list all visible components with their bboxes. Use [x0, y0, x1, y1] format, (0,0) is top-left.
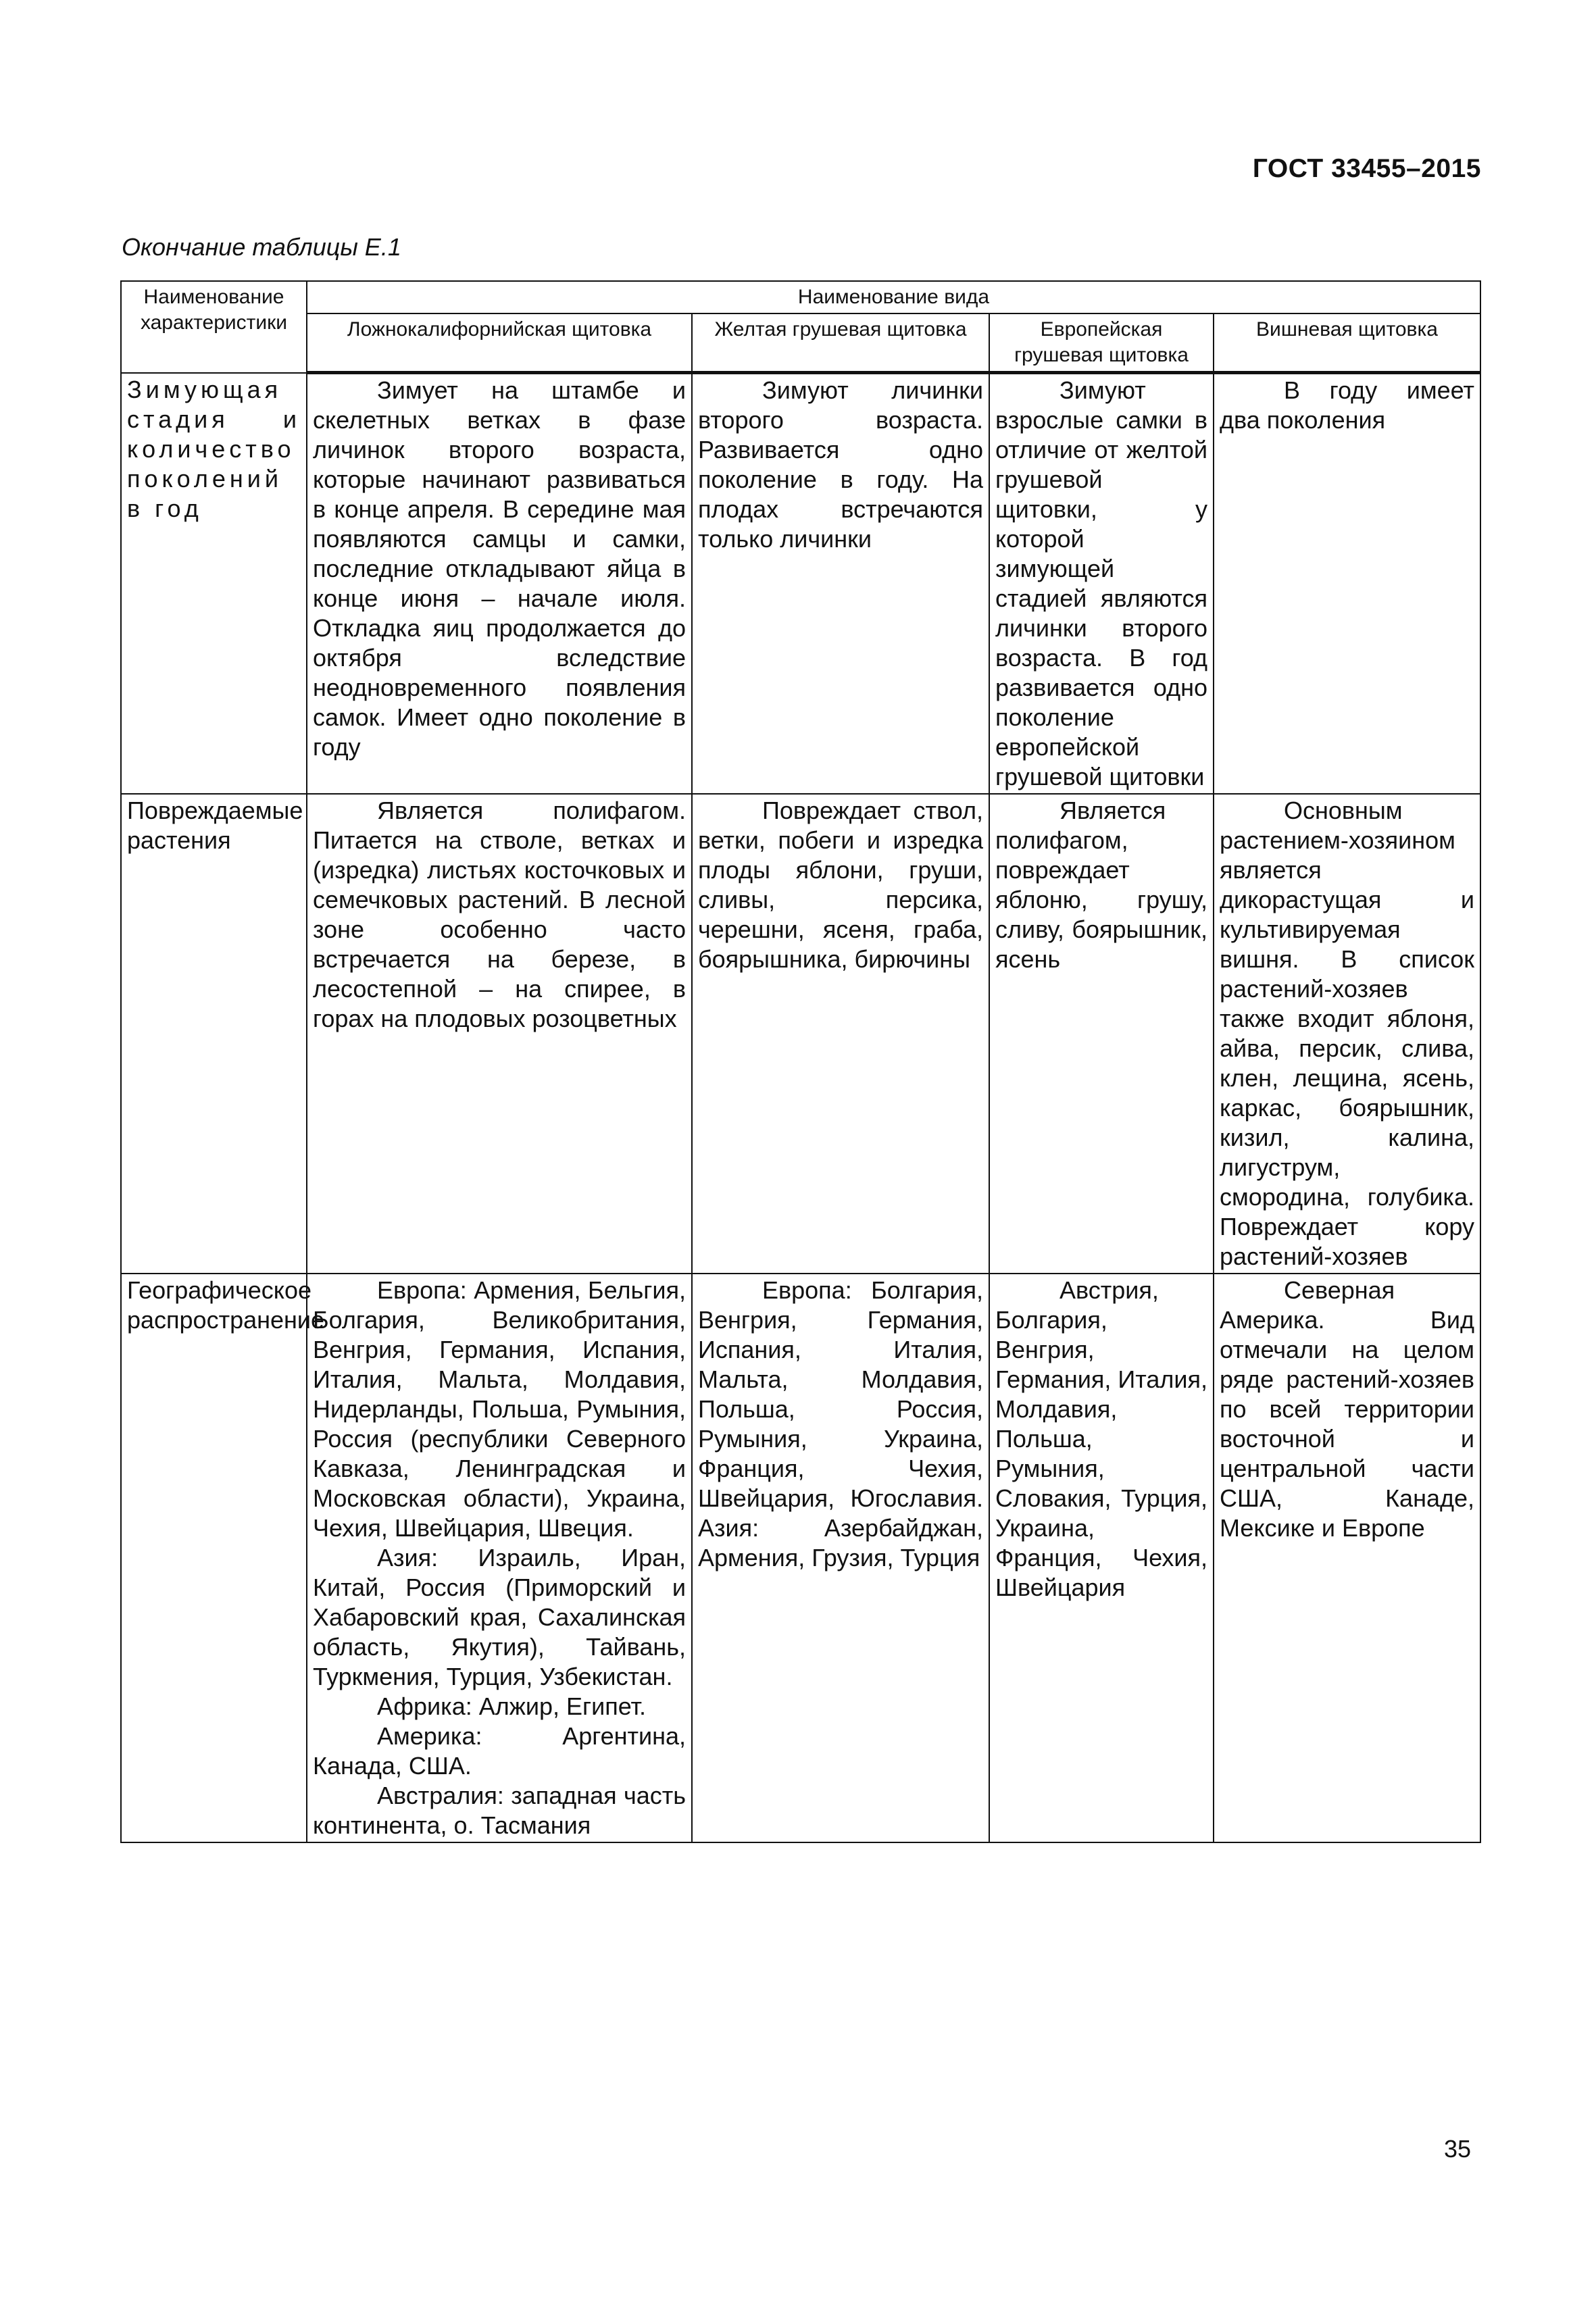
cell-paragraph: Повреждает ствол, ветки, побеги и изредка плоды яблони, груши, сливы, персика, черешни, ясеня, граба, боярышника, бирючины [698, 797, 983, 973]
species-table [120, 280, 1481, 1843]
characteristic-column-header: Наименование характеристики [121, 281, 307, 373]
cell-paragraph: Является полифагом. Питается на стволе, ветках и (изредка) листьях косточковых и семечковых растений. В лесной зоне особенно часто встречается на березе, в лесостепной – на спирее, в горах на плодовых розоцветных [313, 797, 686, 1032]
row-label [121, 1274, 325, 1842]
table-cell [692, 373, 989, 795]
species-header: Европейская грушевая щитовка [989, 313, 1214, 373]
table-caption: Окончание таблицы Е.1 [122, 233, 401, 261]
table-cell [989, 1274, 1214, 1842]
row-label-text: Географическое распространение [127, 1276, 325, 1334]
species-group-header: Наименование вида [307, 281, 1480, 313]
cell-paragraph: Австрия, Болгария, Венгрия, Германия, Италия, Молдавия, Польша, Румыния, Словакия, Турция, Украина, Франция, Чехия, Швейцария [995, 1276, 1207, 1601]
table-cell [1214, 1274, 1480, 1842]
species-header: Желтая грушевая щитовка [692, 313, 989, 373]
table-cell [1214, 373, 1480, 795]
cell-paragraph: Америка: Аргентина, Канада, США. [313, 1722, 686, 1780]
cell-paragraph: Европа: Болгария, Венгрия, Германия, Испания, Италия, Мальта, Молдавия, Польша, Россия, Румыния, Украина, Франция, Чехия, Швейцария, Югославия. Азия: Азербайджан, Армения, Грузия, Турция [698, 1276, 983, 1571]
species-header: Вишневая щитовка [1214, 313, 1480, 373]
table-cell [307, 1274, 692, 1842]
cell-paragraph: Северная Америка. Вид отмечали на целом ряде растений-хозяев по всей территории восточной и центральной части США, Канаде, Мексике и Европе [1220, 1276, 1474, 1542]
row-label-text: Зимующая стадия и количество поколений в год [127, 375, 301, 522]
table-cell [989, 373, 1214, 795]
table-row [121, 373, 1480, 795]
cell-paragraph: Зимуют личинки второго возраста. Развивается одно поколение в году. На плодах встречаются только личинки [698, 376, 983, 553]
table-cell [1214, 794, 1480, 1274]
page-number: 35 [1443, 2135, 1471, 2163]
cell-paragraph: Австралия: западная часть континента, о. Тасмания [313, 1782, 686, 1839]
row-label-text: Повреждаемые растения [127, 797, 303, 854]
row-label [121, 373, 307, 795]
cell-paragraph: Зимуют взрослые самки в отличие от желтой грушевой щитовки, у которой зимующей стадией являются личинки второго возраста. В год развивается одно поколение европейской грушевой щитовки [995, 376, 1207, 790]
table-cell [989, 794, 1214, 1274]
cell-paragraph: Африка: Алжир, Египет. [377, 1692, 647, 1720]
cell-paragraph: Азия: Израиль, Иран, Китай, Россия (Приморский и Хабаровский края, Сахалинская область, Якутия), Тайвань, Туркмения, Турция, Узбекистан. [313, 1544, 686, 1690]
table-cell [692, 794, 989, 1274]
species-header: Ложнокалифорнийская щитовка [307, 313, 692, 373]
table-cell [692, 1274, 989, 1842]
cell-paragraph: Зимует на штамбе и скелетных ветках в фазе личинок второго возраста, которые начинают развиваться в конце апреля. В середине мая появляются самцы и самки, последние откладывают яйца в конце июня – начале июля. Откладка яиц продолжается до октября вследствие неодновременного появления самок. Имеет одно поколение в году [313, 376, 686, 761]
cell-paragraph: В году имеет два поколения [1220, 376, 1474, 434]
table-row [121, 1274, 1480, 1842]
cell-paragraph: Основным растением-хозяином является дикорастущая и культивируемая вишня. В список растений-хозяев также входит яблоня, айва, персик, слива, клен, лещина, ясень, каркас, боярышник, кизил, калина, лигуструм, смородина, голубика. Повреждает кору растений-хозяев [1220, 797, 1474, 1270]
cell-paragraph: Европа: Армения, Бельгия, Болгария, Великобритания, Венгрия, Германия, Испания, Италия, Мальта, Молдавия, Нидерланды, Польша, Румыния, Россия (республики Северного Кавказа, Ленинградская и Московская области), Украина, Чехия, Швейцария, Швеция. [313, 1276, 686, 1542]
table-cell [307, 373, 692, 795]
row-label [121, 794, 307, 1274]
cell-paragraph: Является полифагом, повреждает яблоню, грушу, сливу, боярышник, ясень [995, 797, 1207, 973]
table-cell [307, 794, 692, 1274]
table-row [121, 794, 1480, 1274]
document-standard-header: ГОСТ 33455–2015 [1252, 154, 1481, 183]
